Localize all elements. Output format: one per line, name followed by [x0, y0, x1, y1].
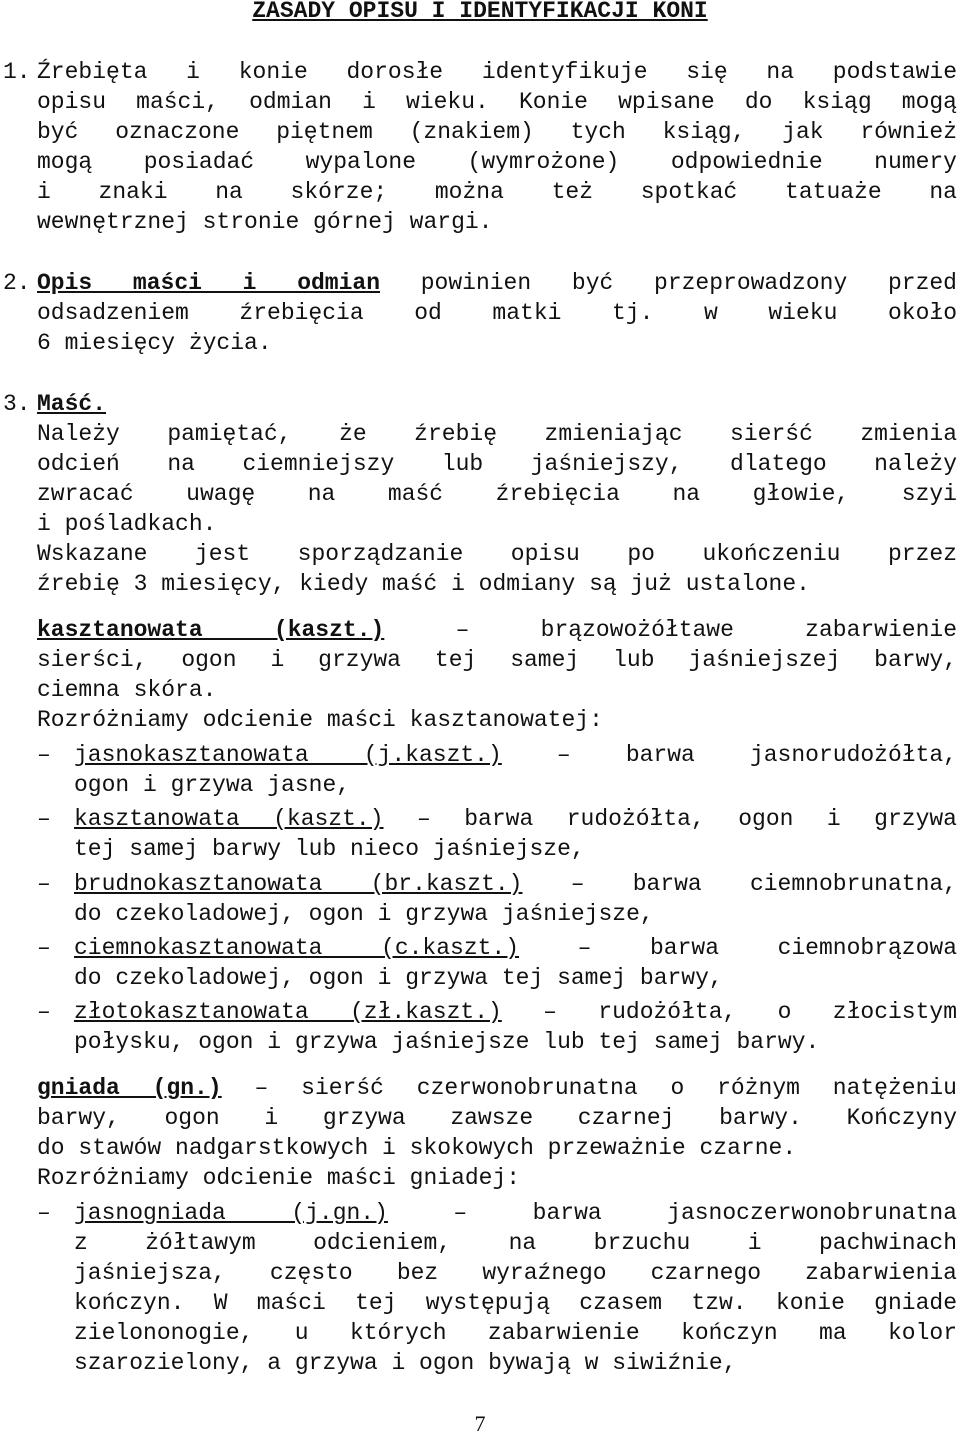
dash-bullet: – [37, 1200, 51, 1226]
dash-bullet: – [37, 871, 51, 897]
item-1-paragraph [37, 57, 957, 237]
text-line: jasnogniada (j.gn.) – barwa jasnoczerwonobrunatna [74, 1200, 957, 1226]
text-line: i znaki na skórze; można też spotkać tatuaże na [37, 179, 957, 205]
text-line: do czekoladowej, ogon i grzywa jaśniejsze, [74, 901, 654, 927]
text-line: sierści, ogon i grzywa tej samej lub jaśniejszej barwy, [37, 647, 957, 673]
dash-bullet: – [37, 999, 51, 1025]
text-line: szarozielony, a grzywa i ogon bywają w siwiźnie, [74, 1350, 737, 1376]
text-line: zwracać uwagę na maść źrebięcia na głowie, szyi [37, 481, 957, 507]
item-2-paragraph [37, 268, 957, 358]
term-brudnokasztanowata: brudnokasztanowata (br.kaszt.) [74, 871, 523, 897]
text-line: kasztanowata (kaszt.) – brązowożółtawe zabarwienie [37, 617, 957, 643]
dash-bullet: – [37, 935, 51, 961]
subtype-brudnokasztanowata [74, 869, 957, 929]
term-jasnogniada: jasnogniada (j.gn.) [74, 1200, 388, 1226]
term-zlotokasztanowata: złotokasztanowata (zł.kaszt.) [74, 999, 502, 1025]
page-title: ZASADY OPISU I IDENTYFIKACJI KONI [252, 0, 708, 24]
dash-bullet: – [37, 742, 51, 768]
text-line: gniada (gn.) – sierść czerwonobrunatna o różnym natężeniu [37, 1075, 957, 1101]
text-line: Opis maści i odmian powinien być przeprowadzony przed [37, 270, 957, 296]
term-gniada: gniada (gn.) [37, 1075, 222, 1101]
text-line: ciemnokasztanowata (c.kaszt.) – barwa ciemnobrązowa [74, 935, 958, 961]
text-line: barwy, ogon i grzywa zawsze czarnej barwy. Kończyny [37, 1105, 957, 1131]
text-line: opisu maści, odmian i wieku. Konie wpisane do ksiąg mogą [37, 89, 957, 115]
gniada-paragraph [37, 1073, 957, 1193]
text-line: być oznaczone piętnem (znakiem) tych ksiąg, jak również [37, 119, 957, 145]
text-line: brudnokasztanowata (br.kaszt.) – barwa ciemnobrunatna, [74, 871, 957, 897]
subtype-kasztanowata [74, 804, 957, 864]
kasztanowata-paragraph [37, 615, 957, 735]
text-line: złotokasztanowata (zł.kaszt.) – rudożółta, o złocistym [74, 999, 958, 1025]
term-jasnokasztanowata: jasnokasztanowata (j.kaszt.) [74, 742, 502, 768]
text-line: Źrebięta i konie dorosłe identyfikuje się na podstawie [37, 59, 957, 85]
term-kasztanowata: kasztanowata (kaszt.) [37, 617, 385, 643]
text-line: jasnokasztanowata (j.kaszt.) – barwa jasnorudożółta, [74, 742, 957, 768]
text-line: tej samej barwy lub nieco jaśniejsze, [74, 836, 585, 862]
item-3-paragraph [37, 389, 957, 599]
text-line: Rozróżniamy odcienie maści kasztanowatej: [37, 707, 603, 733]
text-line: mogą posiadać wypalone (wymrożone) odpowiednie numery [37, 149, 957, 175]
text-line: odcień na ciemniejszy lub jaśniejszy, dlatego należy [37, 451, 957, 477]
text-line: i pośladkach. [37, 511, 217, 537]
term-masc: Maść. [37, 391, 107, 417]
subtype-jasnogniada [74, 1198, 957, 1378]
text-line: kasztanowata (kaszt.) – barwa rudożółta, ogon i grzywa [74, 806, 957, 832]
text-line: zielononogie, u których zabarwienie kończyn ma kolor [74, 1320, 957, 1346]
text-line: źrebię 3 miesięcy, kiedy maść i odmiany są już ustalone. [37, 571, 810, 597]
term-ciemnokasztanowata: ciemnokasztanowata (c.kaszt.) [74, 935, 520, 961]
text-line: Wskazane jest sporządzanie opisu po ukończeniu przez [37, 541, 957, 567]
text-line: odsadzeniem źrebięcia od matki tj. w wieku około [37, 300, 957, 326]
text-line: Rozróżniamy odcienie maści gniadej: [37, 1165, 521, 1191]
text-line: Należy pamiętać, że źrebię zmieniając sierść zmienia [37, 421, 957, 447]
text-line: do czekoladowej, ogon i grzywa tej samej barwy, [74, 965, 723, 991]
page-number: 7 [474, 1411, 486, 1436]
text-line: do stawów nadgarstkowych i skokowych przeważnie czarne. [37, 1135, 797, 1161]
subtype-jasnokasztanowata [74, 740, 957, 800]
subtype-zlotokasztanowata [74, 997, 957, 1057]
text-line: z żółtawym odcieniem, na brzuchu i pachwinach [74, 1230, 957, 1256]
text-line: wewnętrznej stronie górnej wargi. [37, 209, 493, 235]
text-line: kończyn. W maści tej występują czasem tzw. konie gniade [74, 1290, 957, 1316]
item-1-number: 1. [3, 59, 31, 85]
text-line: jaśniejsza, często bez wyraźnego czarnego zabarwienia [74, 1260, 957, 1286]
text-line: ciemna skóra. [37, 677, 217, 703]
item-2-number: 2. [3, 270, 31, 296]
subtype-ciemnokasztanowata [74, 933, 957, 993]
text-line: ogon i grzywa jasne, [74, 772, 351, 798]
term-kasztanowata-sub: kasztanowata (kaszt.) [74, 806, 384, 832]
item-3-number: 3. [3, 391, 31, 417]
text-line: połysku, ogon i grzywa jaśniejsze lub tej samej barwy. [74, 1029, 820, 1055]
dash-bullet: – [37, 806, 51, 832]
term-opis-masci: Opis maści i odmian [37, 270, 381, 296]
text-line: 6 miesięcy życia. [37, 330, 272, 356]
